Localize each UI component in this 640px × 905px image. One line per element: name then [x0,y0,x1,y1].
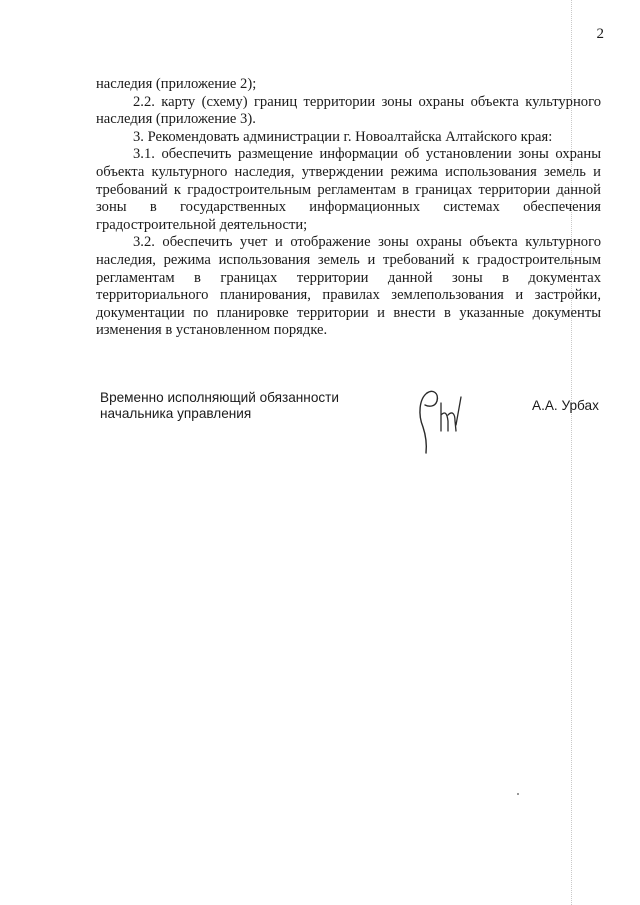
signatory-title [100,390,339,422]
paragraph-3-1: 3.1. обеспечить размещение информации об установлении зоны охраны объекта культурного наследия, утверждении режима использования земель и требований к градостроительным регламентам в границах территории данной зоны в государственных информационных системах обеспечения градостроительной деятельности; [96,146,601,233]
document-body [96,76,601,340]
signatory-title-line-2: начальника управления [100,406,252,421]
signatory-title-line-1: Временно исполняющий обязанности [100,390,339,405]
paragraph-continuation: наследия (приложение 2); [96,76,257,92]
paragraph-2-2: 2.2. карту (схему) границ территории зоны охраны объекта культурного наследия (приложение 3). [96,93,601,128]
page-number: 2 [596,26,604,42]
signatory-name: А.А. Урбах [532,398,599,413]
handwritten-signature [415,385,465,455]
paragraph-3-2: 3.2. обеспечить учет и отображение зоны охраны объекта культурного наследия, режима использования земель и требований к градостроительным регламентам в границах территории данной зоны в документах территориального планирования, правилах землепользования и застройки, документации по планировке территории и внести в указанные документы изменения в установленном порядке. [96,234,601,339]
scan-speck [517,793,519,795]
paragraph-3: 3. Рекомендовать администрации г. Новоалтайска Алтайского края: [133,128,553,145]
